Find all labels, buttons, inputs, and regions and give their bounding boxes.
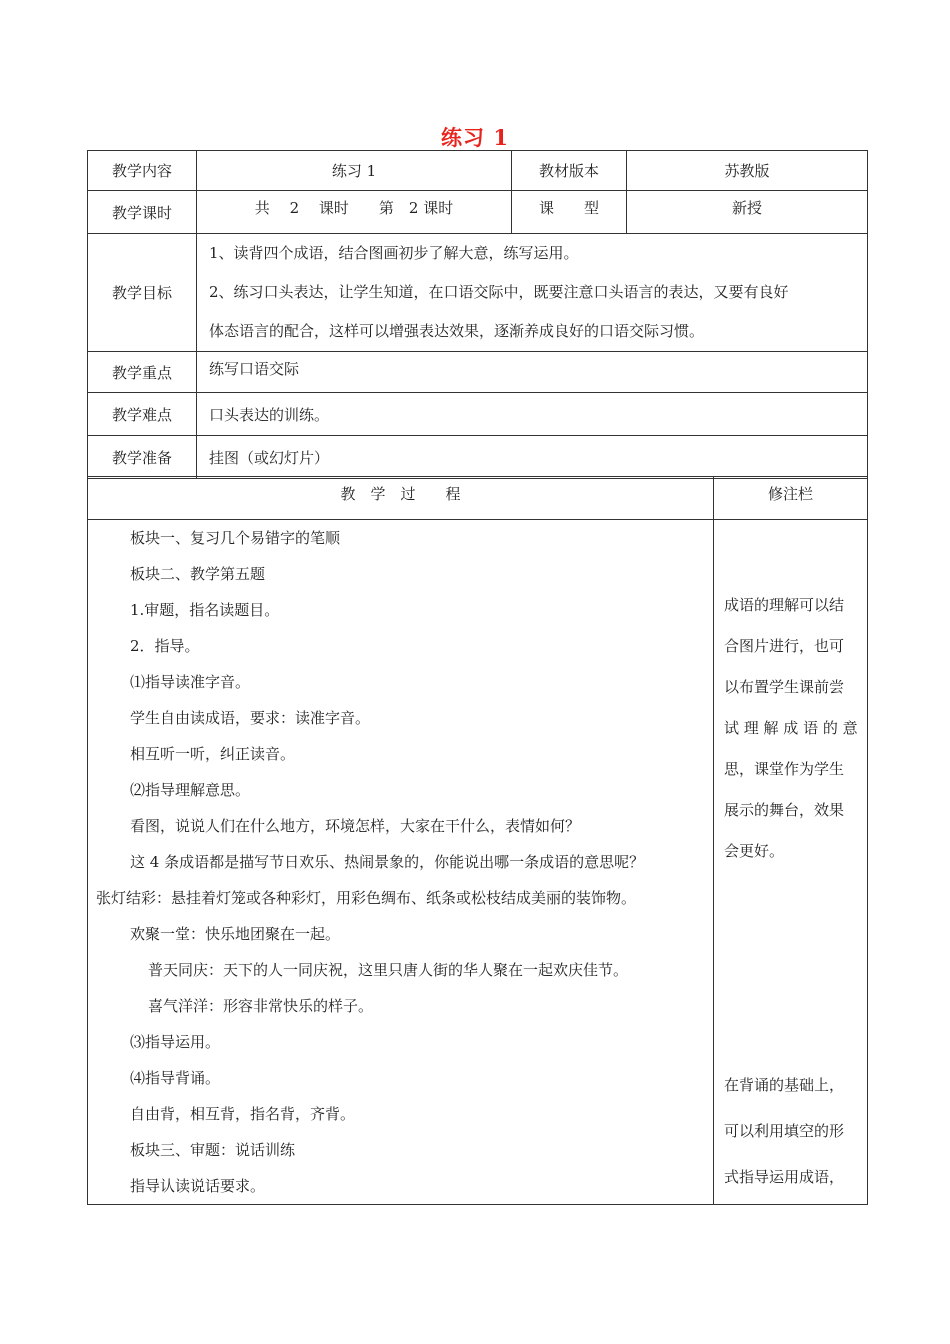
process-line: 喜气洋洋：形容非常快乐的样子。 <box>148 997 374 1015</box>
process-line: ⑴指导读准字音。 <box>130 673 251 691</box>
prep-value: 挂图（或幻灯片） <box>197 436 868 479</box>
note-line: 合图片进行，也可 <box>724 637 845 655</box>
process-line: 板块一、复习几个易错字的笔顺 <box>130 529 341 547</box>
note-line: 以布置学生课前尝 <box>724 678 845 696</box>
process-line: 看图，说说人们在什么地方，环境怎样，大家在干什么，表情如何？ <box>130 817 581 835</box>
process-line: 指导认读说话要求。 <box>130 1177 266 1195</box>
goal-line: 2、练习口头表达，让学生知道，在口语交际中，既要注意口头语言的表达，又要有良好 <box>209 283 789 301</box>
type-value: 新授 <box>627 191 868 234</box>
notes-header: 修注栏 <box>714 477 868 520</box>
goal-content <box>197 234 868 352</box>
process-line: 学生自由读成语，要求：读准字音。 <box>130 709 371 727</box>
note-line: 可以利用填空的形 <box>724 1122 845 1140</box>
process-body <box>88 520 714 1205</box>
notes-body <box>714 520 868 1205</box>
difficulty-label: 教学难点 <box>88 393 197 436</box>
process-line: 板块三、审题：说话训练 <box>130 1141 296 1159</box>
goal-line: 1、读背四个成语，结合图画初步了解大意，练写运用。 <box>209 244 579 262</box>
process-line: 欢聚一堂：快乐地团聚在一起。 <box>130 925 341 943</box>
process-line: 这 4 条成语都是描写节日欢乐、热闹景象的，你能说出哪一条成语的意思呢？ <box>130 853 645 871</box>
process-header: 教 学 过 程 <box>88 477 714 520</box>
goal-line: 体态语言的配合，这样可以增强表达效果，逐渐养成良好的口语交际习惯。 <box>209 322 705 340</box>
key-label: 教学重点 <box>88 352 197 393</box>
edition-label: 教材版本 <box>512 151 627 191</box>
note-line: 会更好。 <box>724 842 785 860</box>
page-title: 练习 1 <box>441 125 509 150</box>
note-line: 式指导运用成语， <box>724 1168 845 1186</box>
hours-label: 教学课时 <box>88 191 197 234</box>
process-line: 张灯结彩：悬挂着灯笼或各种彩灯，用彩色绸布、纸条或松枝结成美丽的装饰物。 <box>96 889 637 907</box>
process-line: ⑶指导运用。 <box>130 1033 221 1051</box>
goal-label: 教学目标 <box>88 234 197 352</box>
process-table <box>87 476 868 1205</box>
difficulty-value: 口头表达的训练。 <box>197 393 868 436</box>
type-label: 课 型 <box>512 191 627 234</box>
content-value: 练习 1 <box>197 151 512 191</box>
note-line: 展示的舞台，效果 <box>724 801 845 819</box>
process-line: 2．指导。 <box>130 637 200 655</box>
note-line: 试 理 解 成 语 的 意 <box>724 719 858 737</box>
note-line: 思，课堂作为学生 <box>724 760 845 778</box>
process-line: 普天同庆：天下的人一同庆祝，这里只唐人街的华人聚在一起欢庆佳节。 <box>148 961 629 979</box>
process-line: 板块二、教学第五题 <box>130 565 266 583</box>
lesson-info-table <box>87 150 868 479</box>
key-value: 练写口语交际 <box>197 352 868 393</box>
notes-spacer <box>714 872 867 1062</box>
notes-spacer <box>714 520 867 585</box>
process-line: ⑵指导理解意思。 <box>130 781 251 799</box>
hours-value: 共 2 课时 第 2 课时 <box>197 191 512 234</box>
process-line: 相互听一听，纠正读音。 <box>130 745 296 763</box>
prep-label: 教学准备 <box>88 436 197 479</box>
process-line: ⑷指导背诵。 <box>130 1069 221 1087</box>
edition-value: 苏教版 <box>627 151 868 191</box>
content-label: 教学内容 <box>88 151 197 191</box>
note-line: 成语的理解可以结 <box>724 596 845 614</box>
note-line: 在背诵的基础上， <box>724 1076 845 1094</box>
process-line: 自由背，相互背，指名背，齐背。 <box>130 1105 356 1123</box>
process-line: 1.审题，指名读题目。 <box>130 601 280 619</box>
